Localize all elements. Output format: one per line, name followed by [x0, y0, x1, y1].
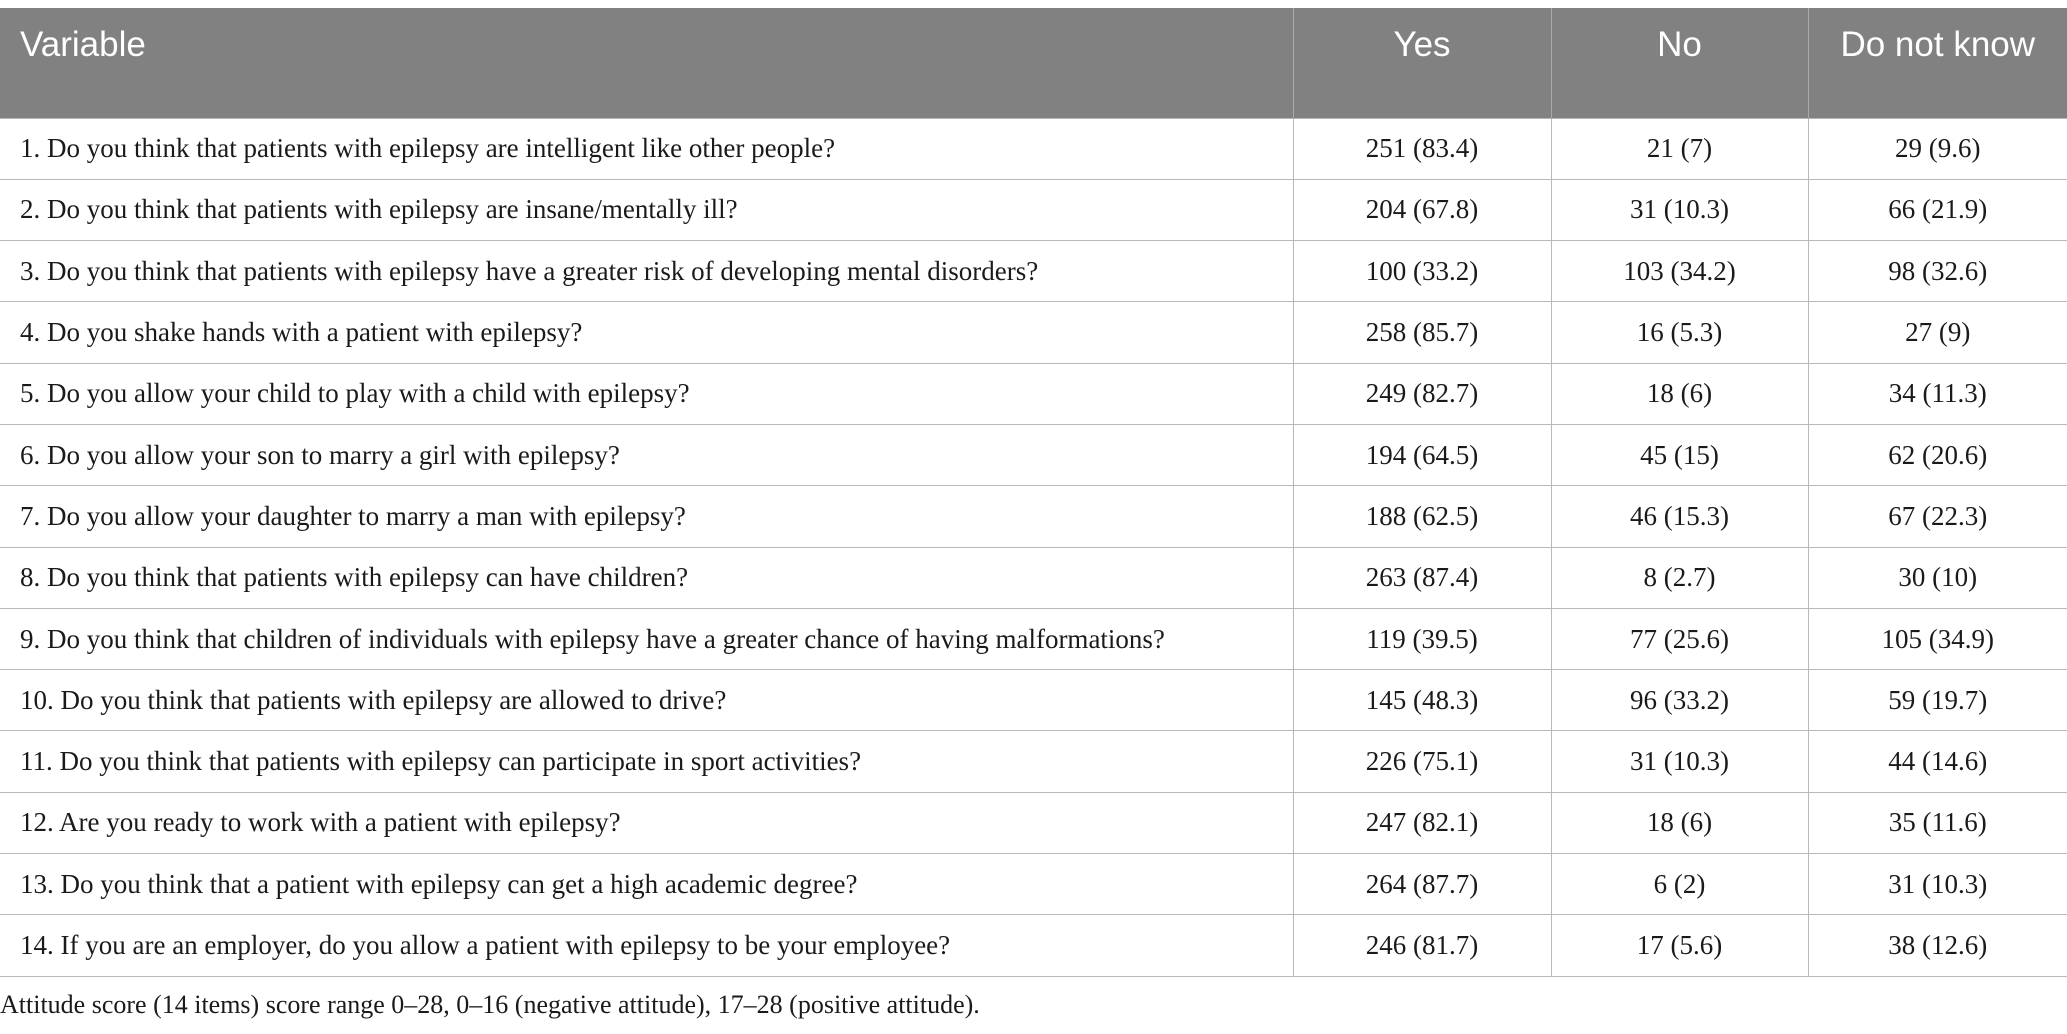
table-row — [0, 118, 2067, 179]
row-dnk-value: 67 (22.3) — [1808, 486, 2067, 547]
row-question: 3. Do you think that patients with epilepsy have a greater risk of developing mental disorders? — [0, 241, 1293, 302]
table-header — [0, 8, 2067, 118]
table-footnote: Attitude score (14 items) score range 0–28, 0–16 (negative attitude), 17–28 (positive attitude). — [0, 990, 980, 1019]
table-body — [0, 118, 2067, 976]
row-no-value: 103 (34.2) — [1551, 241, 1808, 302]
row-question: 12. Are you ready to work with a patient with epilepsy? — [0, 792, 1293, 853]
row-yes-value: 249 (82.7) — [1293, 363, 1551, 424]
row-dnk-value: 29 (9.6) — [1808, 118, 2067, 179]
row-dnk-value: 66 (21.9) — [1808, 179, 2067, 240]
row-dnk-value: 27 (9) — [1808, 302, 2067, 363]
row-yes-value: 119 (39.5) — [1293, 608, 1551, 669]
attitude-table-container — [0, 8, 2067, 977]
row-yes-value: 263 (87.4) — [1293, 547, 1551, 608]
row-question: 9. Do you think that children of individuals with epilepsy have a greater chance of having malformations? — [0, 608, 1293, 669]
row-no-value: 21 (7) — [1551, 118, 1808, 179]
row-dnk-value: 30 (10) — [1808, 547, 2067, 608]
header-variable: Variable — [20, 25, 146, 64]
table-row — [0, 608, 2067, 669]
row-question: 8. Do you think that patients with epilepsy can have children? — [0, 547, 1293, 608]
row-question: 4. Do you shake hands with a patient with epilepsy? — [0, 302, 1293, 363]
row-no-value: 46 (15.3) — [1551, 486, 1808, 547]
table-row — [0, 854, 2067, 915]
table-row — [0, 547, 2067, 608]
table-row — [0, 731, 2067, 792]
row-question: 10. Do you think that patients with epilepsy are allowed to drive? — [0, 670, 1293, 731]
row-yes-value: 188 (62.5) — [1293, 486, 1551, 547]
row-no-value: 96 (33.2) — [1551, 670, 1808, 731]
row-yes-value: 247 (82.1) — [1293, 792, 1551, 853]
row-yes-value: 204 (67.8) — [1293, 179, 1551, 240]
table-row — [0, 486, 2067, 547]
header-row — [0, 8, 2067, 118]
row-question: 7. Do you allow your daughter to marry a man with epilepsy? — [0, 486, 1293, 547]
row-yes-value: 264 (87.7) — [1293, 854, 1551, 915]
row-dnk-value: 44 (14.6) — [1808, 731, 2067, 792]
header-no: No — [1551, 8, 1808, 118]
table-row — [0, 179, 2067, 240]
header-yes: Yes — [1293, 8, 1551, 118]
row-no-value: 45 (15) — [1551, 424, 1808, 485]
row-dnk-value: 31 (10.3) — [1808, 854, 2067, 915]
row-dnk-value: 105 (34.9) — [1808, 608, 2067, 669]
row-dnk-value: 35 (11.6) — [1808, 792, 2067, 853]
table-row — [0, 424, 2067, 485]
row-dnk-value: 98 (32.6) — [1808, 241, 2067, 302]
attitude-table — [0, 8, 2067, 977]
row-no-value: 77 (25.6) — [1551, 608, 1808, 669]
table-row — [0, 915, 2067, 976]
row-no-value: 16 (5.3) — [1551, 302, 1808, 363]
row-question: 6. Do you allow your son to marry a girl with epilepsy? — [0, 424, 1293, 485]
row-no-value: 17 (5.6) — [1551, 915, 1808, 976]
row-yes-value: 246 (81.7) — [1293, 915, 1551, 976]
row-dnk-value: 59 (19.7) — [1808, 670, 2067, 731]
row-no-value: 18 (6) — [1551, 792, 1808, 853]
table-row — [0, 241, 2067, 302]
row-no-value: 31 (10.3) — [1551, 179, 1808, 240]
row-no-value: 6 (2) — [1551, 854, 1808, 915]
row-yes-value: 100 (33.2) — [1293, 241, 1551, 302]
row-question: 11. Do you think that patients with epilepsy can participate in sport activities? — [0, 731, 1293, 792]
header-do-not-know: Do not know — [1808, 8, 2067, 118]
row-question: 1. Do you think that patients with epilepsy are intelligent like other people? — [0, 118, 1293, 179]
row-question: 13. Do you think that a patient with epilepsy can get a high academic degree? — [0, 854, 1293, 915]
table-row — [0, 670, 2067, 731]
row-no-value: 18 (6) — [1551, 363, 1808, 424]
row-question: 5. Do you allow your child to play with a child with epilepsy? — [0, 363, 1293, 424]
row-question: 2. Do you think that patients with epilepsy are insane/mentally ill? — [0, 179, 1293, 240]
row-yes-value: 194 (64.5) — [1293, 424, 1551, 485]
row-yes-value: 258 (85.7) — [1293, 302, 1551, 363]
row-dnk-value: 62 (20.6) — [1808, 424, 2067, 485]
row-yes-value: 251 (83.4) — [1293, 118, 1551, 179]
row-question: 14. If you are an employer, do you allow a patient with epilepsy to be your employee? — [0, 915, 1293, 976]
row-no-value: 31 (10.3) — [1551, 731, 1808, 792]
table-row — [0, 792, 2067, 853]
row-yes-value: 145 (48.3) — [1293, 670, 1551, 731]
row-dnk-value: 34 (11.3) — [1808, 363, 2067, 424]
table-row — [0, 302, 2067, 363]
table-row — [0, 363, 2067, 424]
row-dnk-value: 38 (12.6) — [1808, 915, 2067, 976]
row-no-value: 8 (2.7) — [1551, 547, 1808, 608]
row-yes-value: 226 (75.1) — [1293, 731, 1551, 792]
